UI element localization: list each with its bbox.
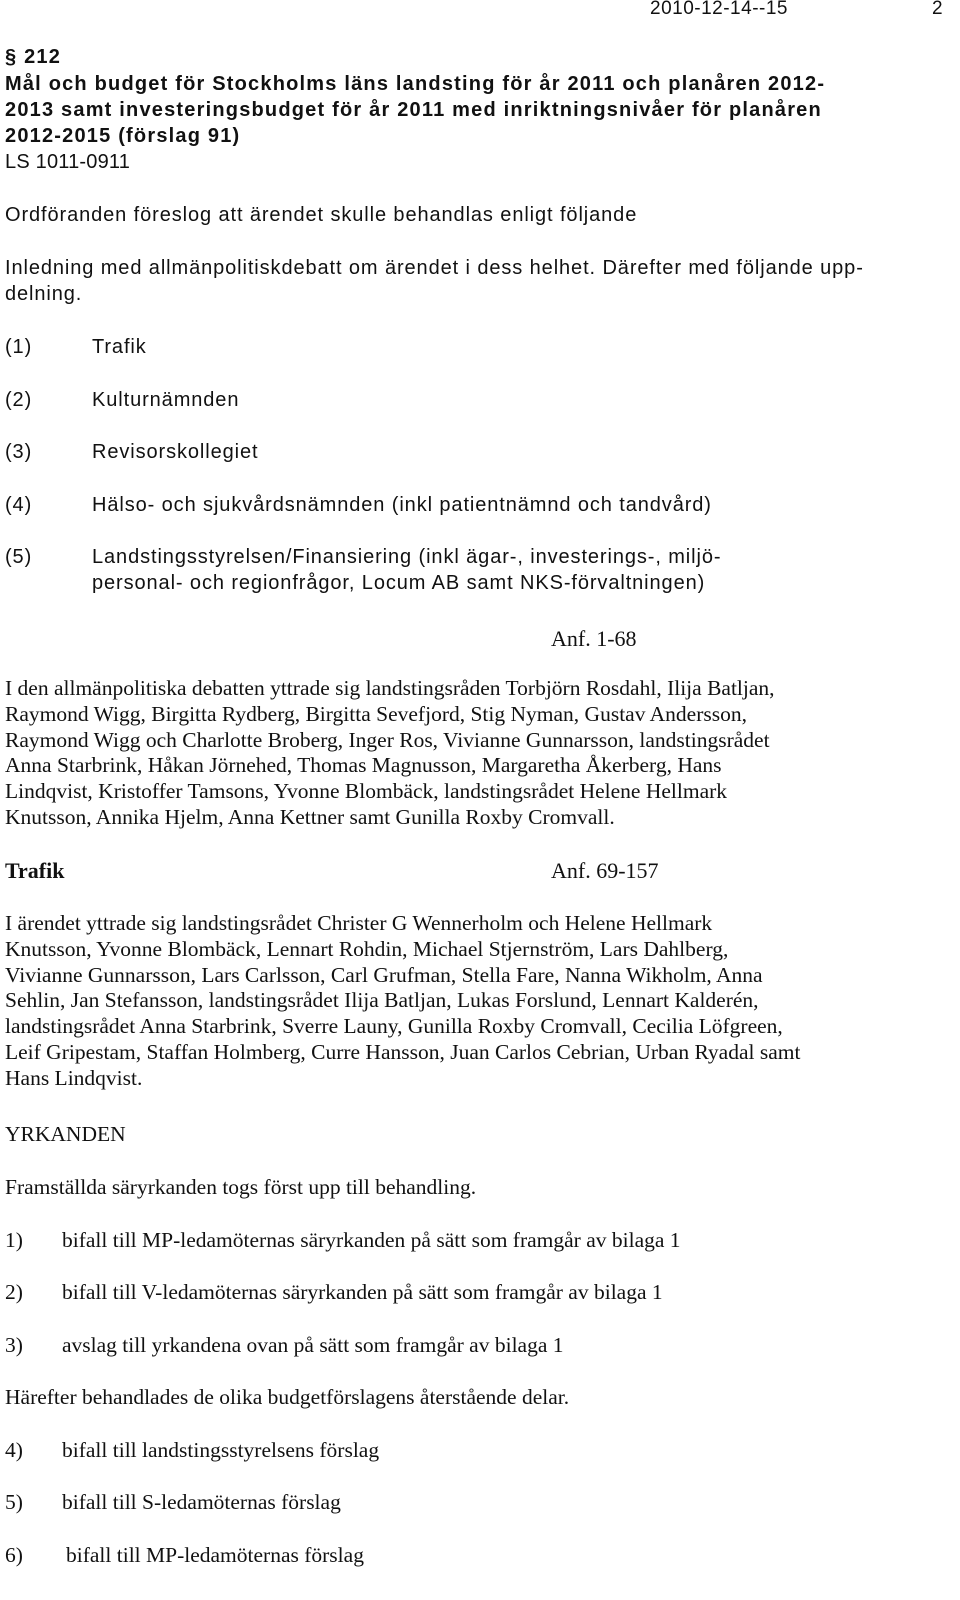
debate-line: Anna Starbrink, Håkan Jörnehed, Thomas Magnusson, Margaretha Åkerberg, Hans — [5, 753, 722, 778]
debate-paragraph — [5, 676, 950, 831]
yrkande-text: bifall till S-ledamöternas förslag — [62, 1490, 341, 1514]
part-number: (4) — [5, 494, 33, 516]
section-symbol: § 212 — [5, 46, 62, 68]
trafik-line: Hans Lindqvist. — [5, 1065, 143, 1090]
trafik-line: Sehlin, Jan Stefansson, landstingsrådet Ilija Batljan, Lukas Forslund, Lennart Kalderén, — [5, 988, 759, 1013]
header-date: 2010-12-14--15 — [650, 0, 788, 19]
trafik-anf-range: Anf. 69-157 — [551, 858, 659, 883]
yrkande-number: 1) — [5, 1228, 23, 1252]
yrkande-number: 5) — [5, 1490, 23, 1514]
trafik-line: Vivianne Gunnarsson, Lars Carlsson, Carl Grufman, Stella Fare, Nanna Wikholm, Anna — [5, 962, 763, 987]
section-title-line-2: 2013 samt investeringsbudget för år 2011 med inriktningsnivåer för planåren — [5, 99, 822, 121]
yrkanden-heading: YRKANDEN — [5, 1122, 126, 1146]
section-title-line-1: Mål och budget för Stockholms läns landsting för år 2011 och planåren 2012- — [5, 73, 826, 95]
trafik-line: Knutsson, Yvonne Blombäck, Lennart Rohdin, Michael Stjernström, Lars Dahlberg, — [5, 936, 729, 961]
intro-paragraph-2-line-2: delning. — [5, 283, 83, 305]
part-number: (3) — [5, 441, 33, 463]
yrkanden-intro: Framställda säryrkanden togs först upp till behandling. — [5, 1175, 477, 1199]
part-number: (2) — [5, 389, 33, 411]
part-label: Trafik — [92, 336, 147, 358]
yrkande-number: 3) — [5, 1333, 23, 1357]
yrkande-number: 6) — [5, 1543, 23, 1567]
yrkande-text: bifall till V-ledamöternas säryrkanden på sätt som framgår av bilaga 1 — [62, 1280, 663, 1304]
yrkande-text: avslag till yrkandena ovan på sätt som framgår av bilaga 1 — [62, 1333, 564, 1357]
part-number: (5) — [5, 546, 33, 568]
section-title-line-3: 2012-2015 (förslag 91) — [5, 125, 241, 147]
case-reference: LS 1011-0911 — [5, 151, 131, 173]
part-label: Hälso- och sjukvårdsnämnden (inkl patientnämnd och tandvård) — [92, 494, 712, 516]
part-label: Kulturnämnden — [92, 389, 240, 411]
debate-line: I den allmänpolitiska debatten yttrade sig landstingsråden Torbjörn Rosdahl, Ilija Batljan, — [5, 676, 775, 700]
part-label-line-2: personal- och regionfrågor, Locum AB samt NKS-förvaltningen) — [92, 572, 706, 594]
yrkanden-after: Härefter behandlades de olika budgetförslagens återstående delar. — [5, 1385, 570, 1409]
debate-anf-range: Anf. 1-68 — [551, 626, 637, 651]
intro-paragraph-2-line-1: Inledning med allmänpolitiskdebatt om ärendet i dess helhet. Därefter med följande upp- — [5, 257, 864, 279]
part-label: Revisorskollegiet — [92, 441, 259, 463]
debate-line: Raymond Wigg och Charlotte Broberg, Inger Ros, Vivianne Gunnarsson, landstingsrådet — [5, 727, 770, 752]
yrkande-text: bifall till MP-ledamöternas förslag — [66, 1543, 364, 1567]
debate-line: Raymond Wigg, Birgitta Rydberg, Birgitta Sevefjord, Stig Nyman, Gustav Andersson, — [5, 701, 747, 726]
part-label-line-1: Landstingsstyrelsen/Finansiering (inkl ägar-, investerings-, miljö- — [92, 546, 722, 568]
trafik-line: Leif Gripestam, Staffan Holmberg, Curre Hansson, Juan Carlos Cebrian, Urban Ryadal samt — [5, 1039, 801, 1064]
trafik-heading: Trafik — [5, 858, 65, 883]
trafik-line: I ärendet yttrade sig landstingsrådet Christer G Wennerholm och Helene Hellmark — [5, 911, 713, 935]
yrkande-number: 2) — [5, 1280, 23, 1304]
yrkande-number: 4) — [5, 1438, 23, 1462]
debate-line: Lindqvist, Kristoffer Tamsons, Yvonne Blombäck, landstingsrådet Helene Hellmark — [5, 779, 728, 804]
intro-paragraph-1: Ordföranden föreslog att ärendet skulle behandlas enligt följande — [5, 204, 638, 226]
part-number: (1) — [5, 336, 33, 358]
debate-line: Knutsson, Annika Hjelm, Anna Kettner samt Gunilla Roxby Cromvall. — [5, 804, 615, 829]
page-number: 2 — [932, 0, 944, 19]
yrkande-text: bifall till landstingsstyrelsens förslag — [62, 1438, 380, 1462]
trafik-paragraph — [5, 911, 950, 1092]
trafik-line: landstingsrådet Anna Starbrink, Sverre Launy, Gunilla Roxby Cromvall, Cecilia Löfgreen, — [5, 1014, 783, 1039]
yrkande-text: bifall till MP-ledamöternas säryrkanden på sätt som framgår av bilaga 1 — [62, 1228, 681, 1252]
